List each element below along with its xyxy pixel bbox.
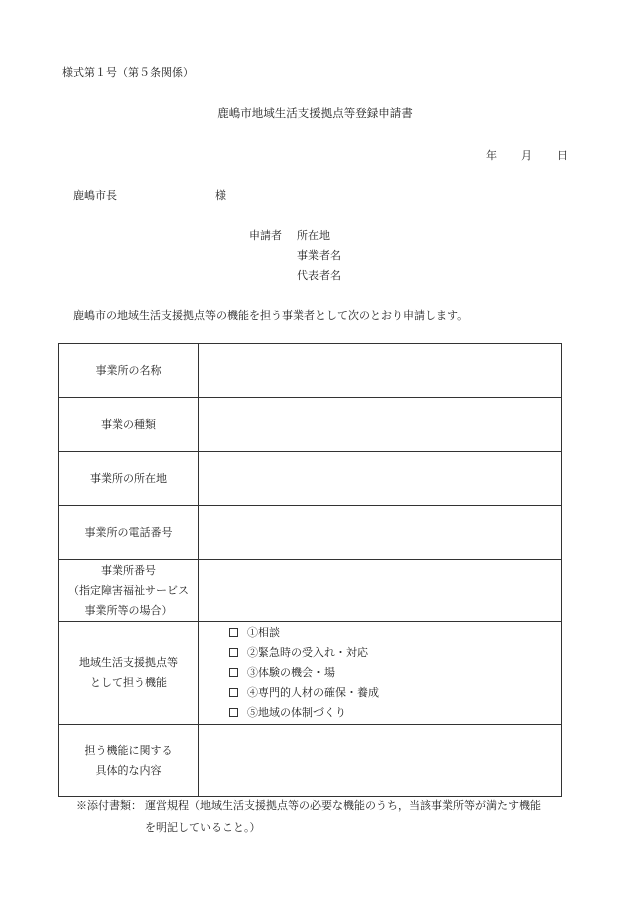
checkbox-icon[interactable] (229, 688, 238, 697)
applicant-label: 申請者 (249, 229, 282, 242)
table-row (59, 622, 562, 725)
table-row (59, 452, 562, 506)
checkbox-icon[interactable] (229, 648, 238, 657)
function-option[interactable] (229, 623, 561, 643)
field-label (59, 622, 199, 725)
function-option[interactable] (229, 703, 561, 723)
field-label (59, 398, 199, 452)
applicant-representative-label: 代表者名 (297, 269, 341, 282)
field-label (59, 344, 199, 398)
addressee-name: 鹿嶋市長 (73, 189, 117, 202)
field-label (59, 560, 199, 622)
form-number: 様式第１号（第５条関係） (62, 66, 194, 79)
document-title: 鹿嶋市地域生活支援拠点等登録申請書 (217, 106, 413, 120)
label-line: 具体的な内容 (95, 763, 162, 777)
facility-name-field[interactable] (199, 344, 562, 398)
label-line: 事業所等の場合） (84, 603, 173, 617)
applicant-address-label: 所在地 (297, 229, 330, 242)
label-line: 担う機能に関する (84, 743, 173, 757)
label-line: 事業の種類 (101, 417, 156, 431)
table-row (59, 344, 562, 398)
label-line: 事業所番号 (101, 563, 156, 577)
checkbox-icon[interactable] (229, 628, 238, 637)
function-checklist (199, 623, 561, 723)
function-label: ②緊急時の受入れ・対応 (247, 646, 368, 659)
attachment-note-label: ※添付書類： (76, 799, 142, 812)
field-label (59, 506, 199, 560)
field-label (59, 725, 199, 797)
table-row (59, 398, 562, 452)
table-row (59, 725, 562, 797)
date-day-label: 日 (557, 149, 568, 162)
checkbox-icon[interactable] (229, 708, 238, 717)
facility-address-field[interactable] (199, 452, 562, 506)
addressee-honorific: 様 (215, 189, 226, 202)
facility-phone-field[interactable] (199, 506, 562, 560)
label-line: （指定障害福祉サービス (68, 583, 189, 597)
applicant-business-name-label: 事業者名 (297, 249, 341, 262)
facility-number-field[interactable] (199, 560, 562, 622)
function-option[interactable] (229, 663, 561, 683)
label-line: 事業所の所在地 (90, 471, 167, 485)
label-line: 事業所の名称 (95, 363, 162, 377)
function-option[interactable] (229, 683, 561, 703)
functions-field (199, 622, 562, 725)
function-label: ⑤地域の体制づくり (247, 706, 346, 719)
function-label: ③体験の機会・場 (247, 666, 335, 679)
application-form-table (58, 343, 562, 797)
field-label (59, 452, 199, 506)
function-details-field[interactable] (199, 725, 562, 797)
label-line: として担う機能 (90, 676, 167, 689)
function-option[interactable] (229, 643, 561, 663)
checkbox-icon[interactable] (229, 668, 238, 677)
application-statement: 鹿嶋市の地域生活支援拠点等の機能を担う事業者として次のとおり申請します。 (73, 309, 469, 322)
attachment-note-line: 運営規程（地域生活支援拠点等の必要な機能のうち，当該事業所等が満たす機能 (145, 799, 541, 812)
label-line: 事業所の電話番号 (84, 525, 173, 539)
attachment-note-line: を明記していること。） (145, 821, 261, 834)
function-label: ④専門的人材の確保・養成 (247, 686, 379, 699)
business-type-field[interactable] (199, 398, 562, 452)
function-label: ①相談 (247, 626, 280, 639)
label-line: 地域生活支援拠点等 (79, 656, 178, 669)
date-month-label: 月 (521, 149, 532, 162)
date-year-label: 年 (486, 149, 497, 162)
table-row (59, 506, 562, 560)
table-row (59, 560, 562, 622)
